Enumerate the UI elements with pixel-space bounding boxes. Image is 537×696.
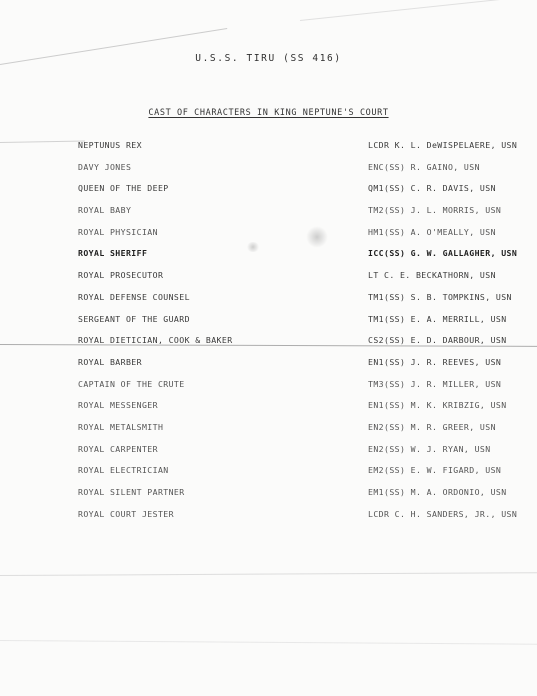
cast-row — [78, 444, 528, 466]
role-name: ROYAL BARBER — [78, 356, 142, 367]
actor-name: EN1(SS) M. K. KRIBZIG, USN — [368, 400, 507, 411]
ship-title: U.S.S. TIRU (SS 416) — [195, 53, 342, 64]
actor-name: EM2(SS) E. W. FIGARD, USN — [368, 465, 502, 476]
role-name: ROYAL ELECTRICIAN — [78, 465, 169, 476]
role-name: ROYAL PHYSICIAN — [78, 226, 158, 237]
role-name: ROYAL COURT JESTER — [78, 508, 174, 519]
actor-name: QM1(SS) C. R. DAVIS, USN — [368, 183, 496, 194]
role-name: ROYAL SHERIFF — [78, 248, 148, 259]
cast-row — [78, 227, 528, 249]
role-name: ROYAL DIETICIAN, COOK & BAKER — [78, 335, 233, 346]
fold-line-left-upper — [0, 141, 85, 143]
role-name: NEPTUNUS REX — [78, 140, 142, 150]
actor-name: TM3(SS) J. R. MILLER, USN — [368, 378, 502, 389]
cast-row — [78, 292, 528, 314]
role-name: ROYAL PROSECUTOR — [78, 270, 164, 281]
actor-name: TM1(SS) E. A. MERRILL, USN — [368, 313, 507, 324]
cast-row — [78, 509, 528, 531]
actor-name: EN2(SS) M. R. GREER, USN — [368, 421, 496, 432]
role-name: ROYAL CARPENTER — [78, 443, 158, 454]
cast-row — [78, 379, 528, 401]
fold-line-upper-right — [300, 0, 537, 21]
cast-row — [78, 465, 528, 487]
cast-heading-text: CAST OF CHARACTERS IN KING NEPTUNE'S COURT — [148, 108, 389, 118]
actor-name: CS2(SS) E. D. DARBOUR, USN — [368, 335, 507, 346]
cast-row — [78, 162, 528, 184]
cast-row — [78, 248, 528, 270]
cast-row — [78, 140, 528, 162]
cast-row — [78, 314, 528, 336]
cast-list — [78, 140, 528, 530]
cast-row — [78, 205, 528, 227]
role-name: QUEEN OF THE DEEP — [78, 183, 169, 194]
fold-line-bottom — [0, 640, 537, 645]
actor-name: HM1(SS) A. O'MEALLY, USN — [368, 226, 496, 237]
role-name: ROYAL MESSENGER — [78, 400, 158, 411]
cast-row — [78, 270, 528, 292]
role-name: CAPTAIN OF THE CRUTE — [78, 378, 185, 389]
cast-row — [78, 487, 528, 509]
cast-row — [78, 183, 528, 205]
cast-row — [78, 422, 528, 444]
actor-name: EM1(SS) M. A. ORDONIO, USN — [368, 487, 507, 497]
cast-row — [78, 357, 528, 379]
role-name: ROYAL BABY — [78, 205, 132, 216]
role-name: SERGEANT OF THE GUARD — [78, 313, 190, 324]
fold-line-lower — [0, 572, 537, 576]
actor-name: LT C. E. BECKATHORN, USN — [368, 270, 496, 281]
actor-name: EN2(SS) W. J. RYAN, USN — [368, 443, 491, 454]
actor-name: ICC(SS) G. W. GALLAGHER, USN — [368, 248, 518, 259]
role-name: ROYAL METALSMITH — [78, 421, 164, 432]
role-name: ROYAL DEFENSE COUNSEL — [78, 291, 190, 302]
cast-row — [78, 400, 528, 422]
actor-name: LCDR K. L. DeWISPELAERE, USN — [368, 140, 518, 150]
role-name: ROYAL SILENT PARTNER — [78, 487, 185, 497]
actor-name: TM2(SS) J. L. MORRIS, USN — [368, 205, 502, 216]
actor-name: ENC(SS) R. GAINO, USN — [368, 161, 480, 172]
role-name: DAVY JONES — [78, 161, 132, 172]
actor-name: EN1(SS) J. R. REEVES, USN — [368, 356, 502, 367]
cast-heading — [0, 108, 537, 118]
actor-name: LCDR C. H. SANDERS, JR., USN — [368, 508, 518, 519]
cast-row — [78, 335, 528, 357]
actor-name: TM1(SS) S. B. TOMPKINS, USN — [368, 291, 512, 302]
